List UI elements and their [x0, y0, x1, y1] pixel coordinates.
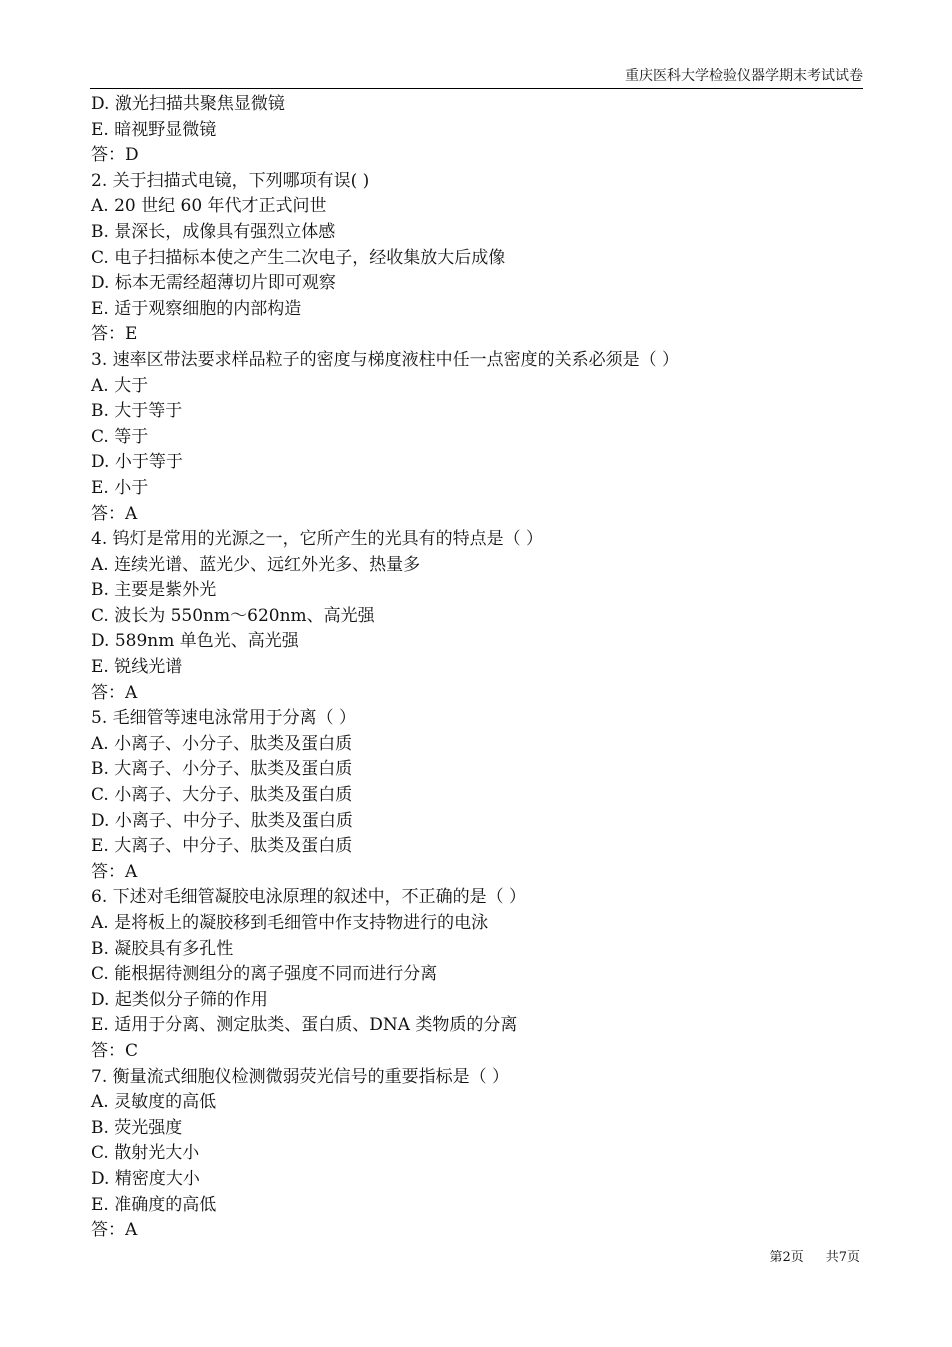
text-line: 答：A	[91, 682, 138, 703]
text-line: E. 适用于分离、测定肽类、蛋白质、DNA 类物质的分离	[91, 1015, 518, 1036]
text-line: A. 大于	[91, 375, 149, 396]
text-line: 5. 毛细管等速电泳常用于分离（ ）	[91, 708, 357, 729]
text-line: D. 589nm 单色光、高光强	[91, 631, 299, 652]
text-line: D. 标本无需经超薄切片即可观察	[91, 273, 336, 294]
text-line: E. 暗视野显微镜	[91, 119, 217, 140]
text-line: 答：E	[91, 324, 138, 345]
header-divider	[90, 88, 863, 89]
text-line: D. 小离子、中分子、肽类及蛋白质	[91, 810, 353, 831]
text-line: 答：A	[91, 861, 138, 882]
total-pages: 共7页	[825, 1250, 860, 1265]
text-line: 4. 钨灯是常用的光源之一，它所产生的光具有的特点是（ ）	[91, 529, 544, 550]
text-line: 答：A	[91, 1220, 138, 1241]
text-line: D. 精密度大小	[91, 1168, 200, 1189]
text-line: D. 激光扫描共聚焦显微镜	[91, 94, 285, 114]
text-line: D. 起类似分子筛的作用	[91, 989, 268, 1010]
text-line: 2. 关于扫描式电镜，下列哪项有误( )	[91, 170, 370, 191]
text-line: 3. 速率区带法要求样品粒子的密度与梯度液柱中任一点密度的关系必须是（ ）	[91, 349, 680, 370]
text-line: A. 连续光谱、蓝光少、远红外光多、热量多	[91, 554, 421, 575]
text-line: D. 小于等于	[91, 452, 183, 473]
text-line: C. 散射光大小	[91, 1143, 200, 1164]
text-line: 答：D	[91, 145, 139, 166]
text-line: C. 小离子、大分子、肽类及蛋白质	[91, 785, 353, 806]
text-line: C. 波长为 550nm～620nm、高光强	[91, 605, 375, 626]
text-line: A. 小离子、小分子、肽类及蛋白质	[91, 733, 353, 754]
text-line: B. 景深长，成像具有强烈立体感	[91, 221, 336, 242]
text-line: A. 20 世纪 60 年代才正式问世	[91, 196, 327, 217]
text-line: 答：A	[91, 503, 138, 524]
text-line: A. 灵敏度的高低	[91, 1092, 217, 1113]
page-header-title: 重庆医科大学检验仪器学期末考试试卷	[625, 68, 863, 84]
page-footer	[700, 1250, 860, 1266]
text-line: B. 凝胶具有多孔性	[91, 938, 234, 959]
text-line: A. 是将板上的凝胶移到毛细管中作支持物进行的电泳	[91, 913, 489, 933]
text-line: E. 准确度的高低	[91, 1194, 217, 1215]
text-line: 6. 下述对毛细管凝胶电泳原理的叙述中，不正确的是（ ）	[91, 887, 527, 908]
text-line: C. 电子扫描标本使之产生二次电子，经收集放大后成像	[91, 247, 506, 268]
text-line: C. 等于	[91, 426, 149, 447]
text-line: C. 能根据待测组分的离子强度不同而进行分离	[91, 964, 438, 985]
text-line: E. 锐线光谱	[91, 657, 183, 678]
text-line: E. 适于观察细胞的内部构造	[91, 298, 302, 319]
text-line: B. 大于等于	[91, 401, 183, 422]
text-line: 答：C	[91, 1040, 139, 1061]
text-line: B. 主要是紫外光	[91, 580, 217, 601]
text-line: B. 荧光强度	[91, 1117, 183, 1138]
text-line: B. 大离子、小分子、肽类及蛋白质	[91, 759, 353, 780]
text-line: 7. 衡量流式细胞仪检测微弱荧光信号的重要指标是（ ）	[91, 1066, 510, 1087]
text-line: E. 小于	[91, 477, 149, 498]
page-number: 第2页	[769, 1250, 804, 1265]
document-body	[91, 92, 863, 1244]
text-line: E. 大离子、中分子、肽类及蛋白质	[91, 836, 353, 857]
